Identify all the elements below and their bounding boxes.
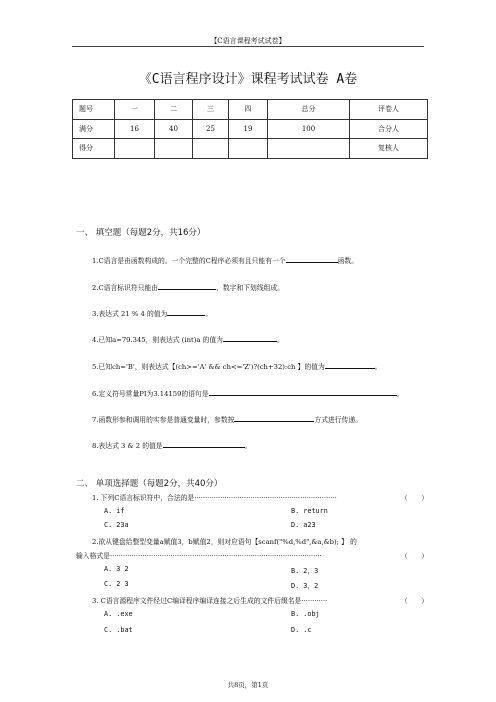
table-cell: 得分 [73, 139, 115, 159]
option-d[interactable]: D. .c [291, 626, 312, 634]
question-text: 函数。 [337, 257, 358, 265]
option-d[interactable]: D. 3，2 [291, 582, 319, 590]
answer-blank[interactable] [167, 308, 205, 316]
answer-blank[interactable] [325, 361, 375, 369]
question-stem: 1. 下列C语言标识符中，合法的是 [92, 494, 195, 502]
leader-dots: ·································································································· [109, 552, 322, 560]
table-cell: 一 [115, 100, 155, 120]
fill-question-1 [92, 255, 358, 265]
table-cell: 25 [193, 119, 229, 139]
exam-title: 《C语言程序设计》课程考试试卷 A卷 [138, 72, 358, 87]
question-text: 。 [205, 310, 213, 318]
fill-question-8 [92, 440, 251, 450]
fill-question-4 [92, 334, 284, 344]
question-text: 2.C语言标识符只能由 [92, 284, 159, 292]
option-b[interactable]: B. return [291, 507, 328, 515]
section2-heading: 二、 单项选择题（每题2分，共40分） [76, 479, 223, 489]
option-a[interactable]: A. 3 2 [104, 565, 129, 573]
table-cell: 题号 [73, 100, 115, 120]
choice-question-3 [92, 595, 428, 605]
table-cell: 满分 [73, 119, 115, 139]
score-input-cell[interactable] [155, 139, 193, 159]
fill-question-5 [92, 361, 382, 371]
score-input-cell[interactable] [115, 139, 155, 159]
table-cell: 合分人 [350, 119, 428, 139]
question-text: 7.函数形参和调用的实参是普通变量时，参数按 [92, 416, 235, 424]
answer-paren[interactable]: （ ） [400, 494, 428, 502]
table-cell: 三 [193, 100, 229, 120]
running-header: 【C语言课程考试试卷】 [210, 37, 286, 45]
option-c[interactable]: C. .bat [104, 626, 133, 634]
score-input-cell[interactable] [229, 139, 268, 159]
table-cell: 100 [268, 119, 350, 139]
question-text: 。 [396, 390, 404, 398]
option-d[interactable]: D. a23 [291, 521, 316, 529]
table-row [73, 119, 428, 139]
option-c[interactable]: C. 2 3 [104, 580, 129, 588]
answer-blank[interactable] [234, 414, 314, 422]
header-rule [72, 46, 424, 47]
question-text: 、数字和下划线组成。 [216, 284, 285, 292]
option-a[interactable]: A. if [104, 507, 125, 515]
score-input-cell[interactable] [193, 139, 229, 159]
choice-question-2-line1: 2.欲从键盘给整型变量a赋值3，b赋值2，则对应语句【scanf("%d,%d",&a,&b); 】 的 [92, 538, 357, 546]
question-text: 。 [374, 363, 382, 371]
table-cell: 16 [115, 119, 155, 139]
table-cell: 评卷人 [350, 100, 428, 120]
table-cell: 二 [155, 100, 193, 120]
option-a[interactable]: A. .exe [104, 610, 133, 618]
option-b[interactable]: B. .obj [291, 610, 320, 618]
answer-paren[interactable]: （ ） [400, 552, 428, 560]
question-text: 6.定义符号常量PI为3.14159的语句是 [92, 390, 209, 398]
question-text: 。 [244, 442, 252, 450]
question-text: 8.表达式 3 & 2 的值是 [92, 442, 163, 450]
answer-paren[interactable]: （ ） [400, 597, 428, 605]
table-cell: 总分 [268, 100, 350, 120]
leader-dots: ············ [301, 597, 328, 605]
answer-blank[interactable] [209, 388, 397, 396]
question-text: 。 [276, 336, 284, 344]
leader-dots: ·································································· [194, 494, 337, 502]
choice-question-2-line2 [76, 550, 428, 560]
question-stem: 输入格式是 [76, 552, 110, 560]
table-cell: 四 [229, 100, 268, 120]
section1-heading: 一、 填空题（每题2分，共16分） [76, 228, 206, 238]
page-footer: 共8页，第1页 [227, 681, 269, 689]
answer-blank[interactable] [223, 334, 277, 342]
score-table [72, 99, 428, 159]
table-row [73, 139, 428, 159]
table-row [73, 100, 428, 120]
question-stem: 3. C语言源程序文件经过C编译程序编译连接之后生成的文件后缀名是 [92, 597, 302, 605]
question-text: 5.已知ch='B'，则表达式【(ch>='A' && ch<='Z')?(ch+32):ch 】的值为 [92, 363, 325, 371]
question-text: 1.C语言是由函数构成的。一个完整的C程序必须有且只能有一个 [92, 257, 286, 265]
option-c[interactable]: C. 23a [104, 521, 129, 529]
fill-question-7 [92, 414, 362, 424]
question-text: 3.表达式 21 % 4 的值为 [92, 310, 168, 318]
answer-blank[interactable] [163, 440, 245, 448]
question-text: 方式进行传递。 [314, 416, 362, 424]
fill-question-2 [92, 282, 284, 292]
fill-question-6 [92, 388, 403, 398]
fill-question-3 [92, 308, 212, 318]
table-cell: 40 [155, 119, 193, 139]
table-cell: 19 [229, 119, 268, 139]
option-b[interactable]: B. 2，3 [291, 567, 319, 575]
table-cell: 复核人 [350, 139, 428, 159]
score-input-cell[interactable] [268, 139, 350, 159]
question-text: 4.已知a=79.345，则表达式 (int)a 的值为 [92, 336, 223, 344]
answer-blank[interactable] [158, 282, 216, 290]
choice-question-1 [92, 492, 428, 502]
answer-blank[interactable] [286, 255, 338, 263]
